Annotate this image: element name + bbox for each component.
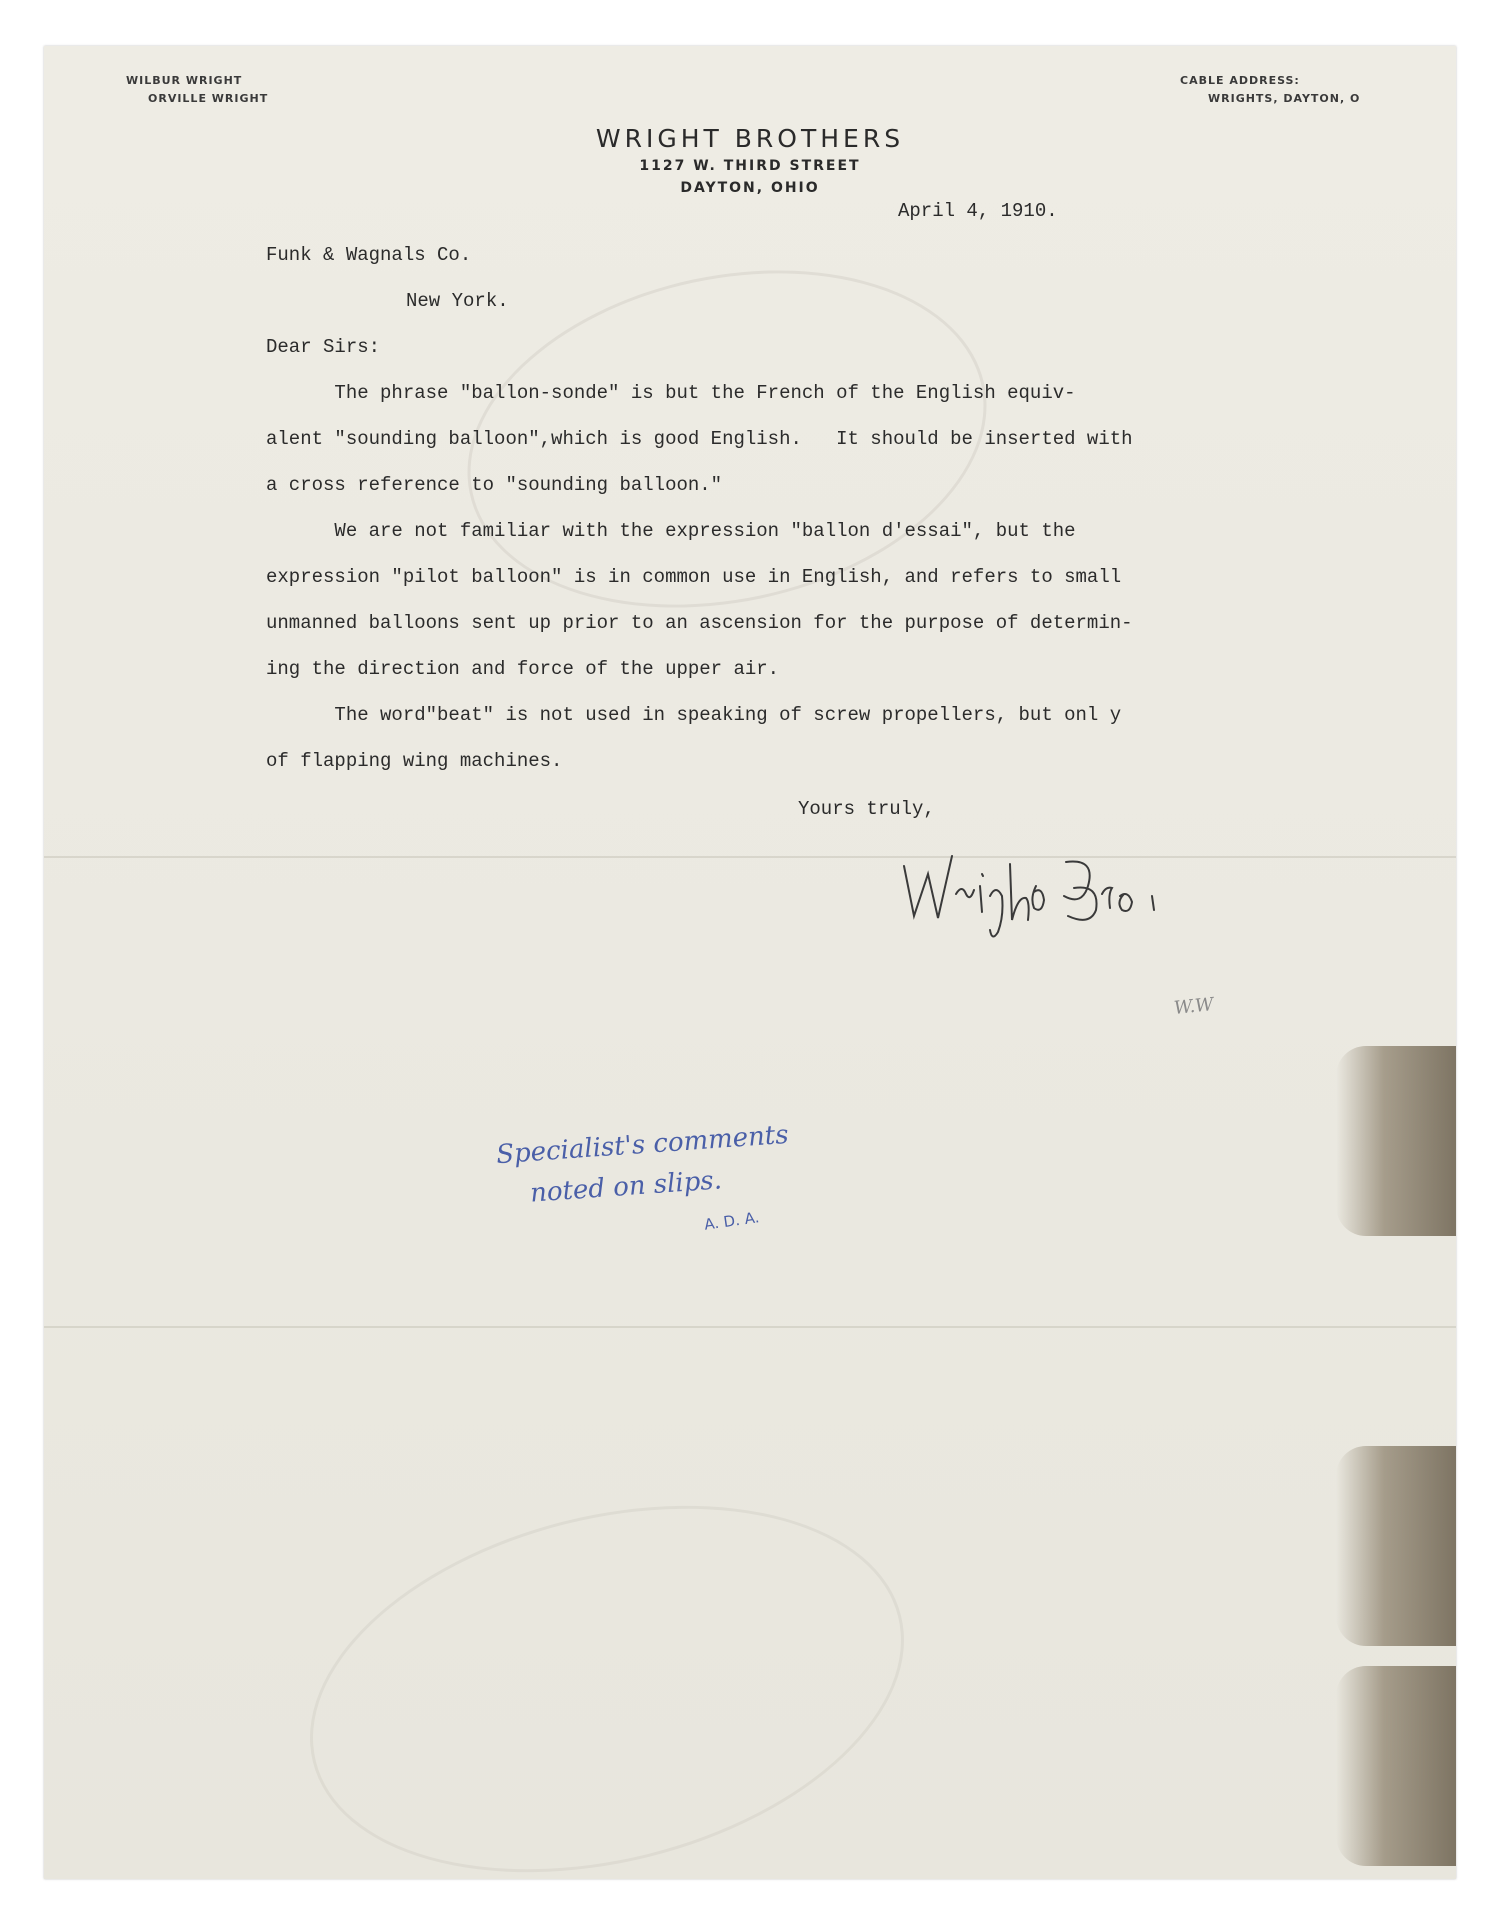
tape-stain (1336, 1666, 1456, 1866)
body-line: We are not familiar with the expression "ballon d'essai", but the (266, 520, 1076, 542)
tape-stain (1336, 1446, 1456, 1646)
note-initials: A. D. A. (703, 1208, 761, 1234)
body-line: The word"beat" is not used in speaking of screw propellers, but onl y (266, 704, 1122, 726)
body-line: The phrase "ballon-sonde" is but the French of the English equiv- (266, 382, 1076, 404)
signature (894, 836, 1234, 946)
paper-fold (44, 856, 1456, 858)
embossed-seal (271, 1448, 943, 1879)
letter-date: April 4, 1910. (898, 200, 1058, 222)
handwritten-note-line-2: noted on slips. (529, 1165, 723, 1209)
salutation: Dear Sirs: (266, 336, 381, 358)
signature-stroke (894, 836, 1234, 946)
recipient-city: New York. (406, 290, 509, 312)
recipient-name: Funk & Wagnals Co. (266, 244, 472, 266)
body-line: unmanned balloons sent up prior to an ascension for the purpose of determin- (266, 612, 1133, 634)
cable-address: WRIGHTS, DAYTON, O (1208, 92, 1361, 105)
street-address: 1127 W. THIRD STREET (639, 158, 861, 174)
body-line: of flapping wing machines. (266, 750, 563, 772)
letterhead-name-1: WILBUR WRIGHT (126, 74, 243, 87)
city-address: DAYTON, OHIO (680, 180, 820, 196)
paper-fold (44, 1326, 1456, 1328)
body-line: a cross reference to "sounding balloon." (266, 474, 723, 496)
tape-stain (1336, 1046, 1456, 1236)
letterhead-name-2: ORVILLE WRIGHT (148, 92, 269, 105)
pencil-initials: W.W (1173, 993, 1215, 1020)
body-line: alent "sounding balloon",which is good English. It should be inserted with (266, 428, 1133, 450)
closing: Yours truly, (798, 798, 935, 820)
handwritten-note-line-1: Specialist's comments (495, 1119, 790, 1171)
body-line: expression "pilot balloon" is in common use in English, and refers to small (266, 566, 1122, 588)
firm-name: WRIGHT BROTHERS (595, 124, 905, 153)
letter-sheet (44, 46, 1456, 1879)
cable-label: CABLE ADDRESS: (1180, 74, 1300, 87)
body-line: ing the direction and force of the upper air. (266, 658, 780, 680)
